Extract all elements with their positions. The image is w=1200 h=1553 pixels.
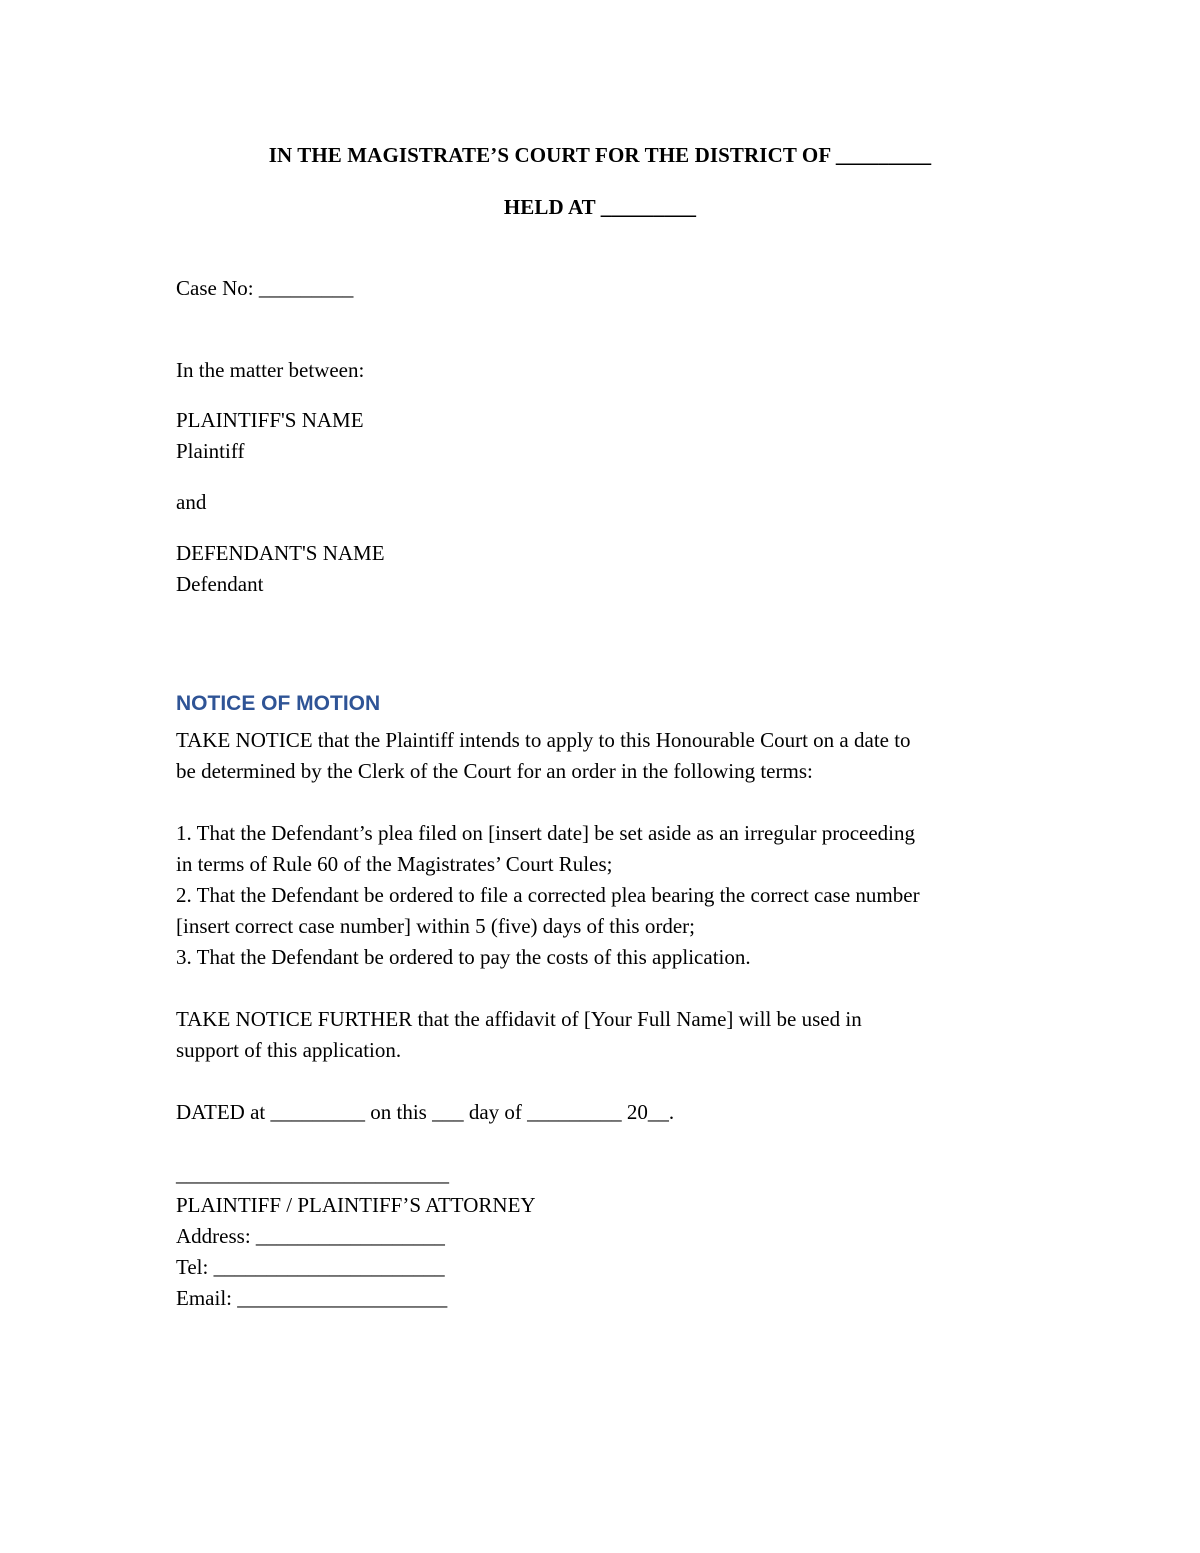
order-term-line: in terms of Rule 60 of the Magistrates’ Court Rules; (176, 852, 613, 876)
signature-line: __________________________ (176, 1162, 449, 1186)
notice-heading: NOTICE OF MOTION (176, 692, 381, 715)
signature-role: PLAINTIFF / PLAINTIFF’S ATTORNEY (176, 1193, 536, 1217)
court-title: IN THE MAGISTRATE’S COURT FOR THE DISTRICT OF _________ (268, 143, 932, 167)
dated-line: DATED at _________ on this ___ day of _________ 20__. (176, 1100, 675, 1124)
order-term-line: [insert correct case number] within 5 (five) days of this order; (176, 914, 695, 938)
signature-address: Address: __________________ (176, 1224, 445, 1248)
parties-conjunction: and (176, 490, 207, 514)
defendant-name: DEFENDANT'S NAME (176, 541, 385, 565)
order-term-line: 2. That the Defendant be ordered to file a corrected plea bearing the correct case number (176, 883, 920, 907)
notice-further-line: support of this application. (176, 1038, 402, 1062)
plaintiff-name: PLAINTIFF'S NAME (176, 408, 364, 432)
order-term-line: 3. That the Defendant be ordered to pay the costs of this application. (176, 945, 751, 969)
order-term-line: 1. That the Defendant’s plea filed on [insert date] be set aside as an irregular proceeding (176, 821, 915, 845)
defendant-role: Defendant (176, 572, 264, 596)
case-number: Case No: _________ (176, 276, 354, 300)
notice-further-line: TAKE NOTICE FURTHER that the affidavit of [Your Full Name] will be used in (176, 1007, 862, 1031)
signature-email: Email: ____________________ (176, 1286, 448, 1310)
notice-intro-line: TAKE NOTICE that the Plaintiff intends to apply to this Honourable Court on a date to (176, 728, 911, 752)
plaintiff-role: Plaintiff (176, 439, 245, 463)
held-at-line: HELD AT _________ (503, 195, 697, 219)
notice-intro-line: be determined by the Clerk of the Court for an order in the following terms: (176, 759, 813, 783)
signature-tel: Tel: ______________________ (176, 1255, 445, 1279)
matter-intro: In the matter between: (176, 358, 365, 382)
